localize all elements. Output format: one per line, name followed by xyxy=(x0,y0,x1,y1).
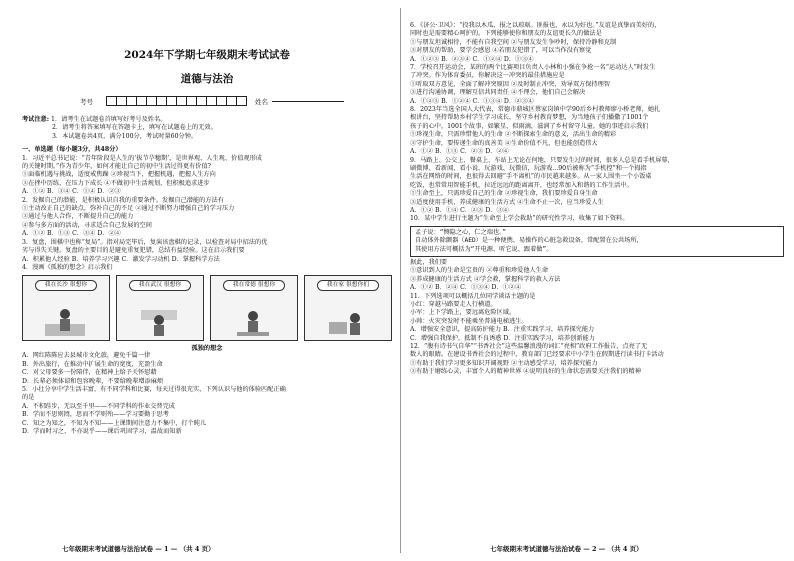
question-line: 孩子的心中。1001个故事，如繁星、似雨滴，滋润了乡村留守儿童。她的事迹启示我们 xyxy=(410,122,649,130)
question-line: ③通过与他人合作，不断提升自己的能力 xyxy=(22,213,134,221)
question-line: 小红：穿越马路要走人行横道。 xyxy=(410,301,497,308)
question-line: 刷微博、看新闻、看小说、玩游戏、玩微信，玩游戏...90后被称为“手机控”和一个拇指 xyxy=(410,164,647,172)
question-line[interactable]: A．积累他人经验 B．培养学习兴趣 C．激发学习动机 D．掌握科学方法 xyxy=(22,255,220,263)
name-field[interactable] xyxy=(272,101,344,102)
cartoon-caption: 我在家 很想你们 xyxy=(317,280,379,291)
info-line: 孟子说：“恻隐之心，仁之端也。” xyxy=(415,228,506,236)
cartoon-panel xyxy=(116,275,204,341)
question-line[interactable]: B．学而不思则罔，思而不学则殆——学习要勤于思考 xyxy=(22,411,169,419)
question-line: 生活在网络的时间，也很得去回避“手不离机”的市民越来越多。从一家人围坐一个小饭桌 xyxy=(410,173,652,181)
info-line: 其使用方法可概括为“开电源、听它说、跟着做”。 xyxy=(415,245,553,253)
question-line: ③在挫中历练，在压力下成长 ④不做初中生活规划，但积极追求进步 xyxy=(22,179,210,187)
cartoon-panel xyxy=(22,275,110,341)
question-line: 8．2023年当选全国人大代表，常德市鼎城区蔡家岗镇中学90后乡村教师廖小桥老师，她扎 xyxy=(410,106,661,114)
question-line: 根讲台，坚持帮助乡村学生学习成长，坚守乡村教育梦想，为当地孩子们播撒了1001个 xyxy=(410,114,649,122)
question-line: ①珍视生命，只需珍惜他人的生命 ②不断探索生命的意义，活出生命的精彩 xyxy=(410,131,617,139)
person-icon xyxy=(137,306,181,336)
question-line: 12．“腹有诗书气自华”“书香社会”这些温馨浪漫的词汇“亮相”政府工作报告，点亮了无 xyxy=(410,343,648,351)
question-line: ③有助于磨练心灵，丰富个人的精神世界 ④说明良好的生命状态需要关注我们的精神 xyxy=(410,368,641,376)
question-line: 的关键时期。”作为青少年，如何才能让自己的初中生活过得更有价值? xyxy=(22,163,212,171)
question-line[interactable]: A．①②③ B．②③④ C．①②④ D．①③④ xyxy=(410,55,534,63)
person-icon xyxy=(231,306,275,336)
question-line: ③对朋友的帮助，要学会感恩 ④若朋友犯错了，可以当作没有察觉 xyxy=(410,47,592,55)
exam-info-row xyxy=(80,96,392,106)
question-line[interactable]: D．学而时习之，不亦说乎——课后巩固学习，温故而知新 xyxy=(22,427,182,435)
page-footer-left: 七年级期末考试道德与法治试卷 — 1 — （共 4 页） xyxy=(62,545,215,553)
cartoon-caption: 我在常德 很想你 xyxy=(223,280,285,291)
question-line: 小军：上下学路上，要远离危险区域。 xyxy=(410,309,516,317)
elderly-person-icon xyxy=(325,306,369,336)
question-line: ③适度使用手机，养成健康的生活方式 ④生命不止一次，应当珍爱人生 xyxy=(410,198,604,206)
question-line: 的是 xyxy=(22,394,35,402)
question-line[interactable]: C．知之为知之，不知为不知——上课期间注意力不集中，打个盹儿 xyxy=(22,419,207,427)
question-line: ①生命至上，只需珍爱自己的生命 ②珍视生命，我们要珍爱自身生命 xyxy=(410,190,598,198)
question-line[interactable]: A．①② B．①③ C．③④ D．②④ xyxy=(22,230,121,238)
question-line: 了冲突。作为体育委员，你解决这一冲突的最佳措施应是 xyxy=(410,72,565,80)
question-line[interactable]: A．增强安全意识，提高防护能力 B．注重实践学习，培养探究能力 xyxy=(410,326,595,334)
question-line: ④参与多方面的活动，寻求适合自己发展的空间 xyxy=(22,221,152,229)
questions-left-2 xyxy=(22,352,392,436)
question-line: 吃饭，也常常用智能手机，拉近远远的距离离开，也经常加入和谐的工作生活中。 xyxy=(410,181,633,189)
exam-subject: 道德与法治 xyxy=(180,73,234,85)
question-line: ③进行沟通协调，理解互信共同责任 ④不理会，他们自己会解决 xyxy=(410,89,586,97)
question-line: ①主动改正自己的缺点，弥补自己的不足 ②通过不断努力增强自己的学习压力 xyxy=(22,205,235,213)
section-heading: 一、单选题（每小题3分，共48分） xyxy=(22,146,122,154)
question-line: 5．小壮分享中学生活丰富，有不同学科和比赛，每天过得很充实，下列认识与他的体验匹配正确 xyxy=(22,385,286,393)
question-line: 2．发掘自己的潜能，是积极认识自我的重要条件。发掘自己潜能的方法有 xyxy=(22,196,224,204)
column-divider xyxy=(400,8,401,553)
question-line[interactable]: D．长辈必须体谅和包容晚辈，不要给晚辈增添麻烦 xyxy=(22,377,164,385)
question-line: ①面临机遇与挑战，适度戒焦躁 ②珍视当下，把握机遇，把握人生方向 xyxy=(22,171,216,179)
notes-label: 考试注意: xyxy=(22,116,50,123)
question-line: 4．漫画《孤独的想念》启示我们 xyxy=(22,263,113,271)
question-line: 6．《济公·卫风》：“投我以木瓜，报之以琼琚。匪报也，永以为好也。”友谊是真挚而美好的， xyxy=(410,22,661,29)
page-footer-right: 七年级期末考试道德与法治试卷 — 2 — （共 4 页） xyxy=(490,545,643,553)
exam-title: 2024年下学期七年级期末考试试卷 xyxy=(124,49,290,61)
question-line: 9．马路上、公交上、餐桌上、车站上无论在何地，只要发生过的时间，很多人总是看手机屏幕， xyxy=(410,156,674,164)
questions-right-2 xyxy=(410,259,784,377)
question-line[interactable]: A．不积跬步，无以至千里——不同学科的作业交替完成 xyxy=(22,402,175,410)
question-line[interactable]: C．对父母要多一份陪伴，在精神上给予关怀慰藉 xyxy=(22,369,157,377)
question-line: ①与朋友坦诚相待，不能有自我空间 ②与朋友发生争吵时，保持冷静和克制 xyxy=(410,38,617,46)
question-line: ①有助于我们学习更多知识开阔视野 ②主动感受学习，培养探究能力 xyxy=(410,359,598,367)
questions-right xyxy=(410,22,784,224)
info-line: 自动体外除颤器（AED）是一种便携、易操作的心脏急救设备，常配置在公共场所， xyxy=(415,237,643,245)
question-line[interactable]: A．①② B．③④ C．①④ D．②③ xyxy=(22,188,121,196)
question-line: 据此，我们要 xyxy=(410,258,448,266)
cartoon-title: 孤独的想念 xyxy=(191,345,223,353)
question-line: 小帅：火灾突发时不能乘坐普通电梯逃生。 xyxy=(410,317,528,325)
exam-no-boxes[interactable] xyxy=(107,96,247,106)
question-line: ①听取双方意见，全面了解冲突原因 ②及时制止冲突，劝导双方保持理智 xyxy=(410,80,610,88)
cartoon-caption: 我在武汉 很想你 xyxy=(129,280,191,291)
question-line: 劣与得失关键。复盘的主要目的是避免重复犯错，总结有益经验。这在启示我们要 xyxy=(22,247,245,255)
question-line: 7．学校召开运动会，某班的两个比赛项目负责人小林和小强在争抢一名“运动达人”时发生 xyxy=(410,64,656,72)
question-line[interactable]: C．增强自我保护，抵制不良诱惑 D．注重实践学习，培养创新能力 xyxy=(410,334,595,342)
question-line: 3．复盘，围棋中也称“复局”。指对局完毕后，复演该盘棋的记录，以检查对局中招法的优 xyxy=(22,238,268,246)
note-item: 3．本试题卷共4页，满分100分，考试时量60分钟。 xyxy=(52,132,198,140)
cartoon-panel xyxy=(304,275,392,341)
right-column xyxy=(410,0,784,561)
question-line: 同时也是需要精心呵护的。下列能够使你和朋友的友谊更长久的做法是 xyxy=(410,30,602,38)
exam-notes xyxy=(22,116,392,141)
question-line: 10．某中学生进行主题为“生命至上学会救助”的研究性学习，收集了如下资料。 xyxy=(410,215,629,223)
cartoon-caption: 我在长沙 很想你 xyxy=(35,280,97,291)
note-item: 1．请考生在试题卷首填写好考号及姓名。 xyxy=(51,116,167,123)
question-line: 11．下列选项可以概括几位同学谈话主题的是 xyxy=(410,292,536,300)
question-line[interactable]: B．外出旅行，在推动中扩展生命的宽度，充盈生命 xyxy=(22,360,163,368)
questions-left xyxy=(22,155,392,273)
exam-no-label: 考号 xyxy=(80,97,93,106)
question-line: 1．习近平总书记说：“青年阶段是人生的‘拔节孕穗期’，是世界观、人生观、价值观形成 xyxy=(22,154,262,162)
question-line[interactable]: A．①② B．①③ C．②③ D．②④ xyxy=(410,148,509,156)
cartoon xyxy=(22,275,392,341)
question-line[interactable]: A．①② B．①④ C．②③ D．③④ xyxy=(410,206,509,214)
note-item: 2．请考生将答案填写在答题卡上，填写在试题卷上的无效。 xyxy=(52,124,217,132)
question-line[interactable]: A．①② B．②④ C．①③④ D．①②④ xyxy=(410,284,522,292)
person-icon xyxy=(43,306,87,336)
info-box xyxy=(410,226,784,257)
question-line: ③养成健康的生活方式 ④学会救，掌握科学的救人方法 xyxy=(410,275,561,283)
question-line[interactable]: A．网红陈陈应去县城市文化旅，避免千篇一律 xyxy=(22,352,151,360)
question-line: ①意识到人的生命是宝贵的 ②尊重和珍爱他人生命 xyxy=(410,267,549,275)
question-line[interactable]: A．①②③ B．①②④ C．①③④ D．②③④ xyxy=(410,97,534,105)
cartoon-panel xyxy=(210,275,298,341)
question-line: 数人的眼睛。在建设书香社会的过程中，教育部门已经要求中小学生在假期进行读书打卡活动 xyxy=(410,351,664,359)
left-column xyxy=(22,0,392,561)
name-label: 姓名 xyxy=(255,97,268,106)
question-line: ③守护生命，要传递生命的真善美 ④生命价值不凡，但也能创造伟大 xyxy=(410,139,598,147)
